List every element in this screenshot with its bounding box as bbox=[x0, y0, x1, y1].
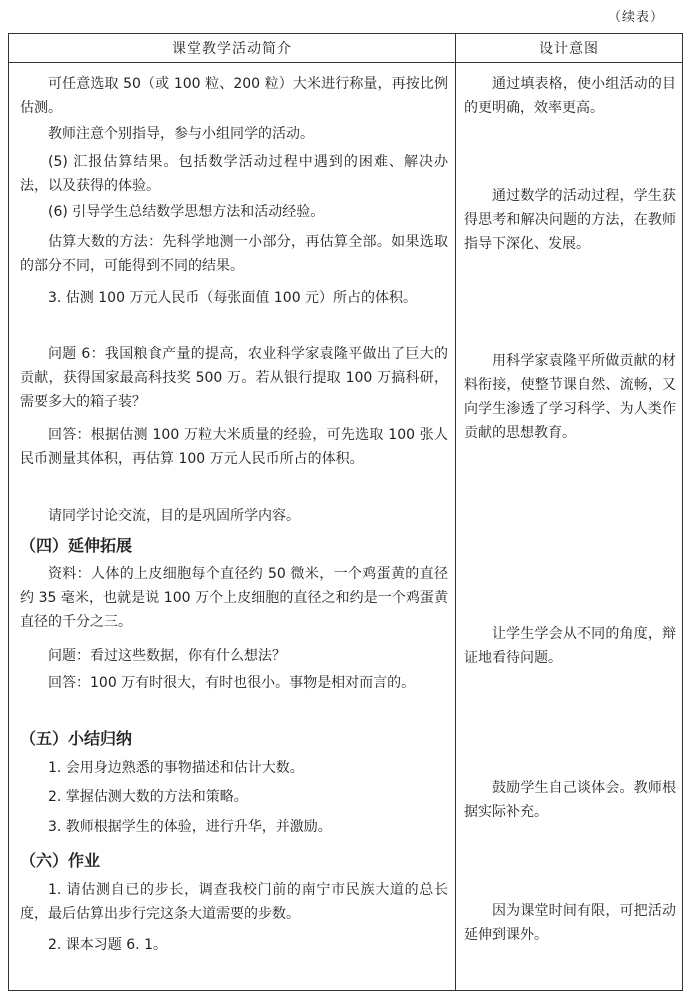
paragraph: 教师注意个别指导，参与小组同学的活动。 bbox=[48, 126, 314, 142]
section-heading-summary: （五）小结归纳 bbox=[20, 729, 133, 748]
paragraph: 资料：人体的上皮细胞每个直径约 50 微米，一个鸡蛋黄的直径约 35 毫米，也就是说 100 万个上皮细胞的直径之和约是一个鸡蛋黄直径的千分之三。 bbox=[20, 566, 448, 630]
paragraph: 回答：根据估测 100 万粒大米质量的经验，可先选取 100 张人民币测量其体积，再估算 100 万元人民币所占的体积。 bbox=[20, 427, 448, 467]
section-heading-extension: （四）延伸拓展 bbox=[20, 536, 133, 555]
intent-paragraph: 因为课堂时间有限，可把活动延伸到课外。 bbox=[464, 903, 676, 943]
intent-paragraph: 鼓励学生自己谈体会。教师根据实际补充。 bbox=[464, 780, 676, 820]
activities-cell bbox=[9, 63, 456, 991]
list-item: 2. 掌握估测大数的方法和策略。 bbox=[48, 789, 248, 805]
continued-label: （续表） bbox=[607, 10, 664, 25]
intent-paragraph: 让学生学会从不同的角度，辩证地看待问题。 bbox=[464, 626, 676, 666]
list-item: 2. 课本习题 6. 1。 bbox=[48, 937, 167, 953]
list-item: 1. 请估测自已的步长，调查我校门前的南宁市民族大道的总长度，最后估算出步行完这条大道需要的步数。 bbox=[20, 882, 448, 922]
paragraph: 回答：100 万有时很大，有时也很小。事物是相对而言的。 bbox=[48, 675, 416, 691]
lesson-table bbox=[8, 33, 683, 991]
paragraph: 请同学讨论交流，目的是巩固所学内容。 bbox=[48, 508, 300, 524]
paragraph: 问题 6：我国粮食产量的提高，农业科学家袁隆平做出了巨大的贡献，获得国家最高科技奖 500 万。若从银行提取 100 万搞科研，需要多大的箱子装？ bbox=[20, 346, 448, 410]
list-item: 1. 会用身边熟悉的事物描述和估计大数。 bbox=[48, 760, 304, 776]
paragraph: 估算大数的方法：先科学地测一小部分，再估算全部。如果选取的部分不同，可能得到不同的结果。 bbox=[20, 234, 448, 274]
paragraph: (5) 汇报估算结果。包括数学活动过程中遇到的困难、解决办法，以及获得的体验。 bbox=[20, 154, 448, 194]
paragraph: 问题：看过这些数据，你有什么想法？ bbox=[48, 648, 286, 664]
intent-paragraph: 用科学家袁隆平所做贡献的材料衔接，使整节课自然、流畅，又向学生渗透了学习科学、为人类作贡献的思想教育。 bbox=[464, 353, 676, 441]
intent-paragraph: 通过填表格，使小组活动的目的更明确，效率更高。 bbox=[464, 76, 676, 116]
list-item: 3. 教师根据学生的体验，进行升华，并激励。 bbox=[48, 819, 332, 835]
section-heading-homework: （六）作业 bbox=[20, 851, 101, 870]
design-intent-cell bbox=[456, 63, 683, 991]
paragraph: 3. 估测 100 万元人民币（每张面值 100 元）所占的体积。 bbox=[48, 290, 418, 306]
intent-paragraph: 通过数学的活动过程，学生获得思考和解决问题的方法，在教师指导下深化、发展。 bbox=[464, 188, 676, 252]
header-design-intent: 设计意图 bbox=[456, 34, 683, 63]
paragraph: 可任意选取 50（或 100 粒、200 粒）大米进行称量，再按比例估测。 bbox=[20, 76, 448, 116]
paragraph: (6) 引导学生总结数学思想方法和活动经验。 bbox=[48, 204, 325, 220]
header-activities: 课堂教学活动简介 bbox=[9, 34, 456, 63]
